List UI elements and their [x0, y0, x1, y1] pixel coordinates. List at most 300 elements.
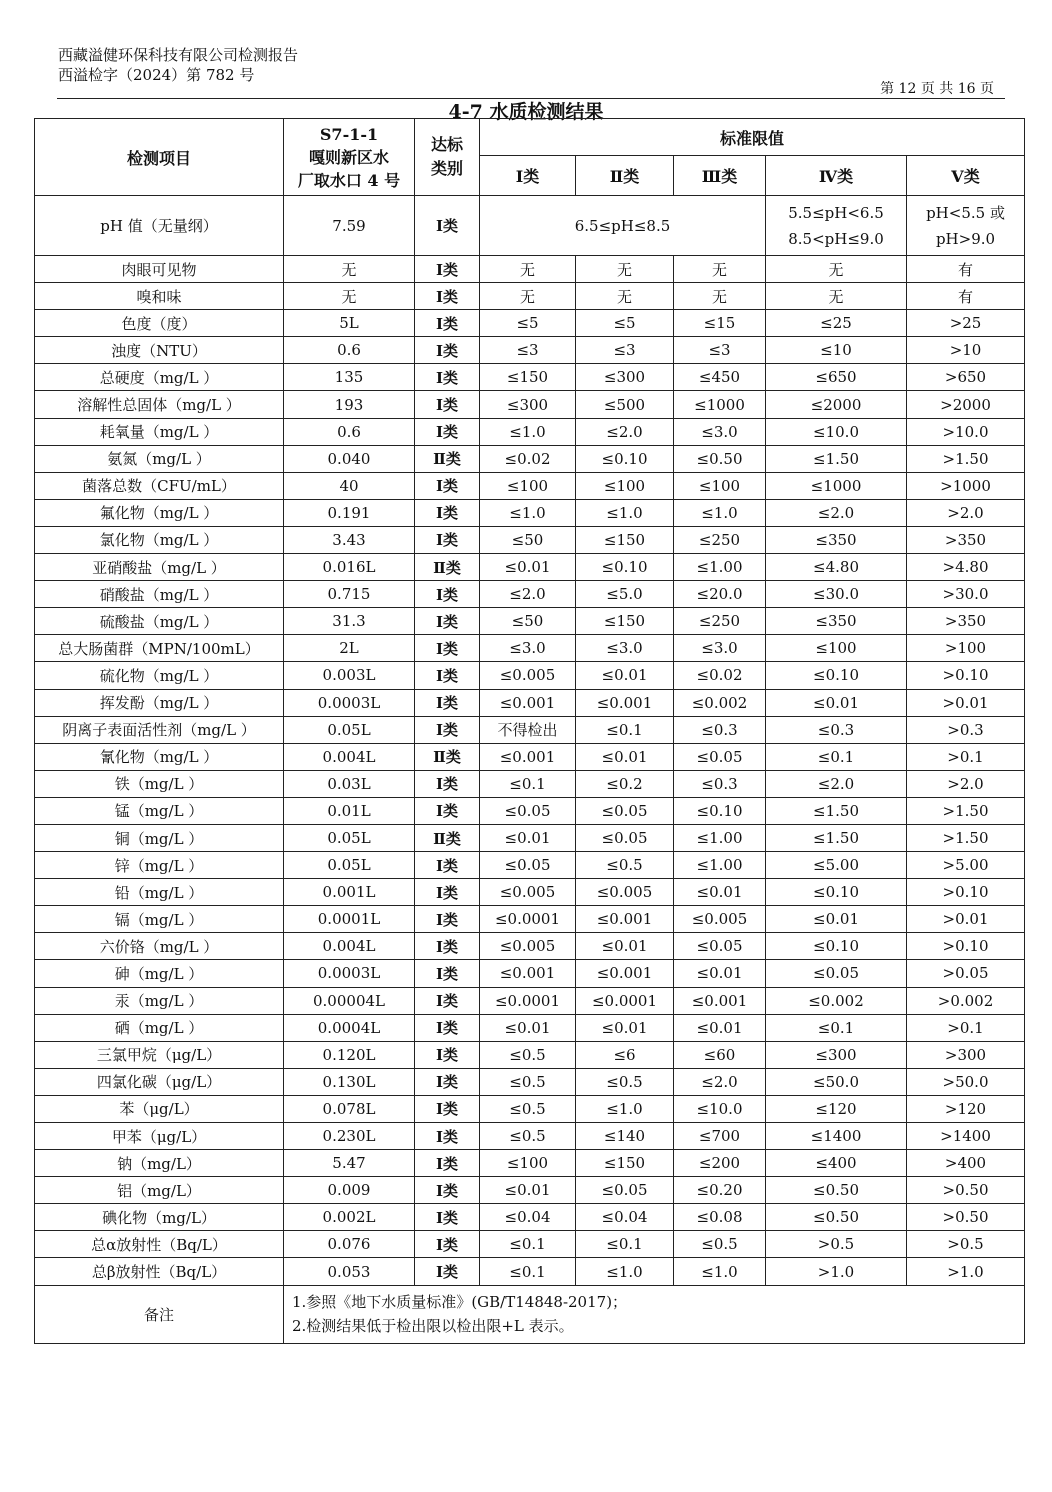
cell-std-5: >0.50 [907, 1177, 1025, 1204]
cell-std-1: ≤100 [480, 472, 576, 499]
cell-std-2: ≤3 [576, 337, 674, 364]
cell-std-2: ≤1.0 [576, 1258, 674, 1285]
cell-std-1: ≤300 [480, 391, 576, 418]
cell-std-4: ≤0.10 [766, 662, 907, 689]
cell-std-4: ≤350 [766, 608, 907, 635]
cell-std-2: ≤1.0 [576, 1095, 674, 1122]
cell-std-5-line: pH<5.5 或 [926, 203, 1005, 222]
cell-value: 无 [284, 283, 415, 310]
cell-std-3: ≤0.02 [674, 662, 766, 689]
cell-std-5: 有 [907, 283, 1025, 310]
cell-class: Ⅰ类 [415, 906, 480, 933]
cell-class: Ⅰ类 [415, 581, 480, 608]
cell-class: Ⅰ类 [415, 1014, 480, 1041]
cell-std-2: ≤5 [576, 310, 674, 337]
table-row [35, 554, 1025, 581]
cell-item: 挥发酚（mg/L ） [35, 689, 284, 716]
cell-std-5: >2000 [907, 391, 1025, 418]
cell-std-3: 无 [674, 283, 766, 310]
section-title: 4-7 水质检测结果 [448, 101, 604, 123]
cell-item: 硝酸盐（mg/L ） [35, 581, 284, 608]
remark-line: 1.参照《地下水质量标准》(GB/T14848-2017)； [292, 1293, 628, 1312]
table-row [35, 1095, 1025, 1122]
cell-class: Ⅰ类 [415, 196, 480, 256]
cell-std-1: ≤0.0001 [480, 906, 576, 933]
cell-item: 硒（mg/L ） [35, 1014, 284, 1041]
cell-std-4 [766, 196, 907, 256]
cell-std-3: ≤1.00 [674, 824, 766, 851]
cell-item: 嗅和味 [35, 283, 284, 310]
cell-std-4: ≤0.1 [766, 1014, 907, 1041]
cell-std-3: ≤250 [674, 526, 766, 553]
cell-value: 193 [284, 391, 415, 418]
cell-std-1: ≤0.001 [480, 960, 576, 987]
cell-item: 钠（mg/L） [35, 1150, 284, 1177]
water-quality-table [34, 118, 1025, 1344]
cell-std-1: ≤0.01 [480, 824, 576, 851]
cell-std-1: ≤0.1 [480, 770, 576, 797]
cell-std-5: >0.1 [907, 743, 1025, 770]
table-row [35, 852, 1025, 879]
cell-std-3: ≤60 [674, 1041, 766, 1068]
cell-std-1: 无 [480, 283, 576, 310]
cell-item: 色度（度） [35, 310, 284, 337]
cell-std-5: >0.002 [907, 987, 1025, 1014]
cell-std-5: >1.50 [907, 445, 1025, 472]
cell-class: Ⅰ类 [415, 337, 480, 364]
cell-std-4: ≤0.1 [766, 743, 907, 770]
table-row [35, 608, 1025, 635]
cell-std-5: >50.0 [907, 1068, 1025, 1095]
cell-std-1: ≤1.0 [480, 499, 576, 526]
cell-std-1: ≤1.0 [480, 418, 576, 445]
cell-class: Ⅰ类 [415, 987, 480, 1014]
cell-class: Ⅰ类 [415, 1041, 480, 1068]
cell-class: Ⅰ类 [415, 1177, 480, 1204]
cell-value: 0.0003L [284, 960, 415, 987]
cell-std-2: ≤2.0 [576, 418, 674, 445]
cell-class: Ⅰ类 [415, 716, 480, 743]
cell-std-5: >30.0 [907, 581, 1025, 608]
cell-std-4: ≤1.50 [766, 445, 907, 472]
cell-class: Ⅰ类 [415, 852, 480, 879]
header-class-line: 类别 [430, 159, 463, 178]
cell-std-1: ≤0.01 [480, 1177, 576, 1204]
table-row-ph [35, 196, 1025, 256]
cell-std-3: ≤0.5 [674, 1231, 766, 1258]
cell-value: 0.01L [284, 797, 415, 824]
table-row [35, 1150, 1025, 1177]
cell-item: 汞（mg/L ） [35, 987, 284, 1014]
cell-value: 0.016L [284, 554, 415, 581]
cell-item: 总硬度（mg/L ） [35, 364, 284, 391]
cell-std-5: >1000 [907, 472, 1025, 499]
cell-std-2: ≤0.1 [576, 716, 674, 743]
cell-value: 0.001L [284, 879, 415, 906]
cell-std-1: ≤50 [480, 526, 576, 553]
cell-std-4: 无 [766, 256, 907, 283]
cell-std-4: 无 [766, 283, 907, 310]
cell-class: Ⅰ类 [415, 879, 480, 906]
cell-std-5: >300 [907, 1041, 1025, 1068]
cell-std-3: ≤450 [674, 364, 766, 391]
cell-std-5: >1.0 [907, 1258, 1025, 1285]
page-number: 第 12 页 共 16 页 [880, 81, 994, 97]
table-row [35, 310, 1025, 337]
cell-item: 耗氧量（mg/L ） [35, 418, 284, 445]
cell-std-2: ≤0.01 [576, 743, 674, 770]
table-row [35, 824, 1025, 851]
cell-std-2: ≤0.001 [576, 689, 674, 716]
cell-std-2: ≤0.2 [576, 770, 674, 797]
table-row [35, 283, 1025, 310]
cell-std-4: ≤50.0 [766, 1068, 907, 1095]
cell-std-5: >0.10 [907, 933, 1025, 960]
cell-std-3: ≤1.00 [674, 852, 766, 879]
cell-std-3: ≤15 [674, 310, 766, 337]
table-row [35, 581, 1025, 608]
cell-std-3: ≤0.001 [674, 987, 766, 1014]
table-row [35, 689, 1025, 716]
cell-std-2: ≤0.01 [576, 1014, 674, 1041]
cell-std-3: ≤1.0 [674, 1258, 766, 1285]
header-std: 标准限值 [480, 119, 1025, 156]
header-sample-line: 厂取水口 4 号 [297, 170, 401, 190]
cell-std-5 [907, 196, 1025, 256]
cell-value: 0.0001L [284, 906, 415, 933]
cell-std-2: ≤3.0 [576, 635, 674, 662]
cell-std-4: ≤1000 [766, 472, 907, 499]
header-std-class-4: Ⅳ类 [766, 156, 907, 196]
cell-std-2: ≤0.01 [576, 933, 674, 960]
cell-class: Ⅰ类 [415, 960, 480, 987]
cell-std-1: ≤0.05 [480, 797, 576, 824]
cell-std-3: ≤0.005 [674, 906, 766, 933]
cell-std-4: ≤0.50 [766, 1204, 907, 1231]
cell-std-5: >350 [907, 608, 1025, 635]
cell-std-4: ≤400 [766, 1150, 907, 1177]
cell-std-5: >10 [907, 337, 1025, 364]
cell-std-2: ≤0.005 [576, 879, 674, 906]
company-report-header: 西藏溢健环保科技有限公司检测报告 [58, 46, 299, 64]
cell-std-4: ≤350 [766, 526, 907, 553]
table-row [35, 797, 1025, 824]
cell-value: 0.191 [284, 499, 415, 526]
cell-std-1: ≤0.5 [480, 1068, 576, 1095]
cell-std-5: >0.05 [907, 960, 1025, 987]
cell-item: 氰化物（mg/L ） [35, 743, 284, 770]
remark-label: 备注 [35, 1285, 284, 1343]
cell-std-1: ≤0.1 [480, 1258, 576, 1285]
cell-std-5: >0.01 [907, 906, 1025, 933]
cell-std-2: ≤0.10 [576, 554, 674, 581]
header-std-class-1: Ⅰ类 [480, 156, 576, 196]
cell-value: 0.05L [284, 852, 415, 879]
cell-class: Ⅰ类 [415, 256, 480, 283]
cell-class: Ⅰ类 [415, 499, 480, 526]
cell-std-4: ≤25 [766, 310, 907, 337]
cell-std-2: ≤0.05 [576, 1177, 674, 1204]
cell-class: Ⅰ类 [415, 1095, 480, 1122]
cell-std-5: 有 [907, 256, 1025, 283]
cell-std-1: ≤100 [480, 1150, 576, 1177]
cell-std-5: >120 [907, 1095, 1025, 1122]
cell-item: 肉眼可见物 [35, 256, 284, 283]
cell-std-3: ≤0.20 [674, 1177, 766, 1204]
table-row [35, 743, 1025, 770]
cell-value: 0.0003L [284, 689, 415, 716]
table-row [35, 1231, 1025, 1258]
cell-std-3: ≤2.0 [674, 1068, 766, 1095]
cell-std-4: ≤1400 [766, 1123, 907, 1150]
cell-std-4: >1.0 [766, 1258, 907, 1285]
cell-std-1: ≤0.005 [480, 933, 576, 960]
cell-std-4: ≤0.01 [766, 689, 907, 716]
cell-std-2: ≤5.0 [576, 581, 674, 608]
cell-std-4: ≤2.0 [766, 770, 907, 797]
cell-class: Ⅰ类 [415, 283, 480, 310]
cell-std-1: ≤0.005 [480, 879, 576, 906]
cell-value: 5.47 [284, 1150, 415, 1177]
table-row [35, 337, 1025, 364]
cell-std-2: ≤0.5 [576, 852, 674, 879]
cell-std-2: ≤150 [576, 526, 674, 553]
cell-value: 0.120L [284, 1041, 415, 1068]
cell-std-3: ≤0.01 [674, 960, 766, 987]
cell-std-4-line: 5.5≤pH<6.5 [788, 203, 884, 222]
table-row [35, 1014, 1025, 1041]
cell-std-4: ≤1.50 [766, 824, 907, 851]
cell-std-2: ≤1.0 [576, 499, 674, 526]
cell-item: 总β放射性（Bq/L） [35, 1258, 284, 1285]
cell-std-4: ≤2000 [766, 391, 907, 418]
cell-value: 0.230L [284, 1123, 415, 1150]
table-row [35, 906, 1025, 933]
cell-item: 镉（mg/L ） [35, 906, 284, 933]
cell-std-1: ≤0.5 [480, 1095, 576, 1122]
cell-std-4: ≤30.0 [766, 581, 907, 608]
cell-std-3: ≤20.0 [674, 581, 766, 608]
table-row [35, 1123, 1025, 1150]
cell-std-4: ≤100 [766, 635, 907, 662]
cell-std-5: >0.1 [907, 1014, 1025, 1041]
cell-std-5: >25 [907, 310, 1025, 337]
cell-class: Ⅰ类 [415, 933, 480, 960]
cell-std-2: ≤0.04 [576, 1204, 674, 1231]
cell-std-4: ≤300 [766, 1041, 907, 1068]
remark-row [35, 1285, 1025, 1343]
cell-std-1: ≤0.001 [480, 743, 576, 770]
cell-std-5: >2.0 [907, 770, 1025, 797]
cell-std-4: ≤0.50 [766, 1177, 907, 1204]
cell-item: 总大肠菌群（MPN/100mL） [35, 635, 284, 662]
cell-std-3: ≤0.05 [674, 743, 766, 770]
cell-std-3: ≤3.0 [674, 418, 766, 445]
cell-value: 0.6 [284, 418, 415, 445]
cell-std-4: >0.5 [766, 1231, 907, 1258]
cell-std-5: >650 [907, 364, 1025, 391]
cell-item: 碘化物（mg/L） [35, 1204, 284, 1231]
cell-std-3: ≤0.3 [674, 770, 766, 797]
cell-item: 铁（mg/L ） [35, 770, 284, 797]
cell-std-3: ≤250 [674, 608, 766, 635]
cell-value: 0.130L [284, 1068, 415, 1095]
cell-std-1: ≤0.04 [480, 1204, 576, 1231]
header-sample [284, 119, 415, 196]
header-item: 检测项目 [35, 119, 284, 196]
table-row [35, 499, 1025, 526]
cell-std-3: ≤200 [674, 1150, 766, 1177]
cell-class: Ⅰ类 [415, 418, 480, 445]
cell-class: Ⅱ类 [415, 824, 480, 851]
table-row [35, 391, 1025, 418]
cell-value: 0.004L [284, 743, 415, 770]
cell-std-5: >0.01 [907, 689, 1025, 716]
table-row [35, 879, 1025, 906]
cell-value: 0.003L [284, 662, 415, 689]
cell-std-4: ≤1.50 [766, 797, 907, 824]
cell-item: 氨氮（mg/L ） [35, 445, 284, 472]
cell-std-3: ≤1.00 [674, 554, 766, 581]
cell-std-1: ≤0.001 [480, 689, 576, 716]
cell-std-4: ≤10.0 [766, 418, 907, 445]
cell-std-3: ≤0.10 [674, 797, 766, 824]
cell-std-5: >0.10 [907, 879, 1025, 906]
table-row [35, 987, 1025, 1014]
cell-std-4-line: 8.5<pH≤9.0 [788, 229, 884, 248]
cell-std-2: 无 [576, 256, 674, 283]
cell-item: 四氯化碳（μg/L） [35, 1068, 284, 1095]
cell-class: Ⅰ类 [415, 608, 480, 635]
cell-std-1: ≤0.5 [480, 1123, 576, 1150]
cell-value: 0.03L [284, 770, 415, 797]
cell-item: 氯化物（mg/L ） [35, 526, 284, 553]
cell-class: Ⅱ类 [415, 554, 480, 581]
table-row [35, 662, 1025, 689]
cell-value: 无 [284, 256, 415, 283]
cell-std-1: ≤50 [480, 608, 576, 635]
table-row [35, 1258, 1025, 1285]
cell-item: 锌（mg/L ） [35, 852, 284, 879]
cell-std-1: ≤0.005 [480, 662, 576, 689]
cell-std-2: ≤6 [576, 1041, 674, 1068]
cell-std-1: ≤0.01 [480, 1014, 576, 1041]
cell-std-4: ≤10 [766, 337, 907, 364]
cell-std-1: ≤0.01 [480, 554, 576, 581]
cell-std-2: ≤0.01 [576, 662, 674, 689]
cell-value: 0.040 [284, 445, 415, 472]
cell-std-5: >5.00 [907, 852, 1025, 879]
cell-std-2: ≤300 [576, 364, 674, 391]
cell-std-4: ≤5.00 [766, 852, 907, 879]
cell-std-5: >0.5 [907, 1231, 1025, 1258]
table-row [35, 256, 1025, 283]
cell-item: 甲苯（μg/L） [35, 1123, 284, 1150]
cell-std-1: ≤5 [480, 310, 576, 337]
cell-item: pH 值（无量纲） [35, 196, 284, 256]
cell-class: Ⅰ类 [415, 310, 480, 337]
cell-std-2: ≤150 [576, 608, 674, 635]
cell-std-5: >2.0 [907, 499, 1025, 526]
table-row [35, 1204, 1025, 1231]
cell-std-3: ≤10.0 [674, 1095, 766, 1122]
report-number: 西溢检字（2024）第 782 号 [58, 66, 255, 84]
cell-class: Ⅰ类 [415, 635, 480, 662]
cell-std-2: ≤0.05 [576, 824, 674, 851]
table-row [35, 1177, 1025, 1204]
cell-std-3: ≤3 [674, 337, 766, 364]
cell-value: 0.076 [284, 1231, 415, 1258]
cell-std-4: ≤120 [766, 1095, 907, 1122]
cell-std-4: ≤650 [766, 364, 907, 391]
cell-std-4: ≤0.3 [766, 716, 907, 743]
cell-class: Ⅰ类 [415, 526, 480, 553]
cell-class: Ⅰ类 [415, 472, 480, 499]
cell-value: 0.004L [284, 933, 415, 960]
table-row [35, 1041, 1025, 1068]
cell-class: Ⅰ类 [415, 1068, 480, 1095]
cell-std-5: >1.50 [907, 824, 1025, 851]
cell-value: 0.009 [284, 1177, 415, 1204]
cell-item: 硫化物（mg/L ） [35, 662, 284, 689]
cell-std-5: >0.3 [907, 716, 1025, 743]
cell-item: 亚硝酸盐（mg/L ） [35, 554, 284, 581]
cell-item: 三氯甲烷（μg/L） [35, 1041, 284, 1068]
header-class [415, 119, 480, 196]
cell-std-2: ≤150 [576, 1150, 674, 1177]
cell-std-3: 无 [674, 256, 766, 283]
remark-line: 2.检测结果低于检出限以检出限+L 表示。 [292, 1317, 574, 1336]
cell-class: Ⅰ类 [415, 364, 480, 391]
cell-class: Ⅰ类 [415, 391, 480, 418]
cell-item: 菌落总数（CFU/mL） [35, 472, 284, 499]
header-sample-line: 嘎则新区水 [308, 147, 389, 167]
cell-value: 0.715 [284, 581, 415, 608]
table-row [35, 1068, 1025, 1095]
cell-std-1: ≤0.05 [480, 852, 576, 879]
cell-class: Ⅰ类 [415, 1231, 480, 1258]
cell-std-4: ≤0.01 [766, 906, 907, 933]
cell-value: 2L [284, 635, 415, 662]
cell-std-3: ≤100 [674, 472, 766, 499]
cell-std-2: ≤0.001 [576, 960, 674, 987]
cell-std-4: ≤4.80 [766, 554, 907, 581]
cell-class: Ⅰ类 [415, 1150, 480, 1177]
cell-std-1: ≤3.0 [480, 635, 576, 662]
remark-content [284, 1285, 1025, 1343]
cell-std-5: >10.0 [907, 418, 1025, 445]
cell-value: 0.05L [284, 716, 415, 743]
table-row [35, 472, 1025, 499]
cell-value: 0.053 [284, 1258, 415, 1285]
cell-value: 0.05L [284, 824, 415, 851]
cell-std-5: >1.50 [907, 797, 1025, 824]
cell-item: 总α放射性（Bq/L） [35, 1231, 284, 1258]
cell-std-5: >100 [907, 635, 1025, 662]
cell-std-3: ≤3.0 [674, 635, 766, 662]
cell-std-2: ≤0.5 [576, 1068, 674, 1095]
table-row [35, 960, 1025, 987]
table-row [35, 526, 1025, 553]
cell-std-1: ≤0.5 [480, 1041, 576, 1068]
cell-value: 0.0004L [284, 1014, 415, 1041]
cell-std-1: ≤0.0001 [480, 987, 576, 1014]
cell-std-4: ≤0.05 [766, 960, 907, 987]
cell-std-4: ≤0.10 [766, 933, 907, 960]
cell-std-3: ≤0.50 [674, 445, 766, 472]
cell-value: 7.59 [284, 196, 415, 256]
cell-std-4: ≤0.002 [766, 987, 907, 1014]
